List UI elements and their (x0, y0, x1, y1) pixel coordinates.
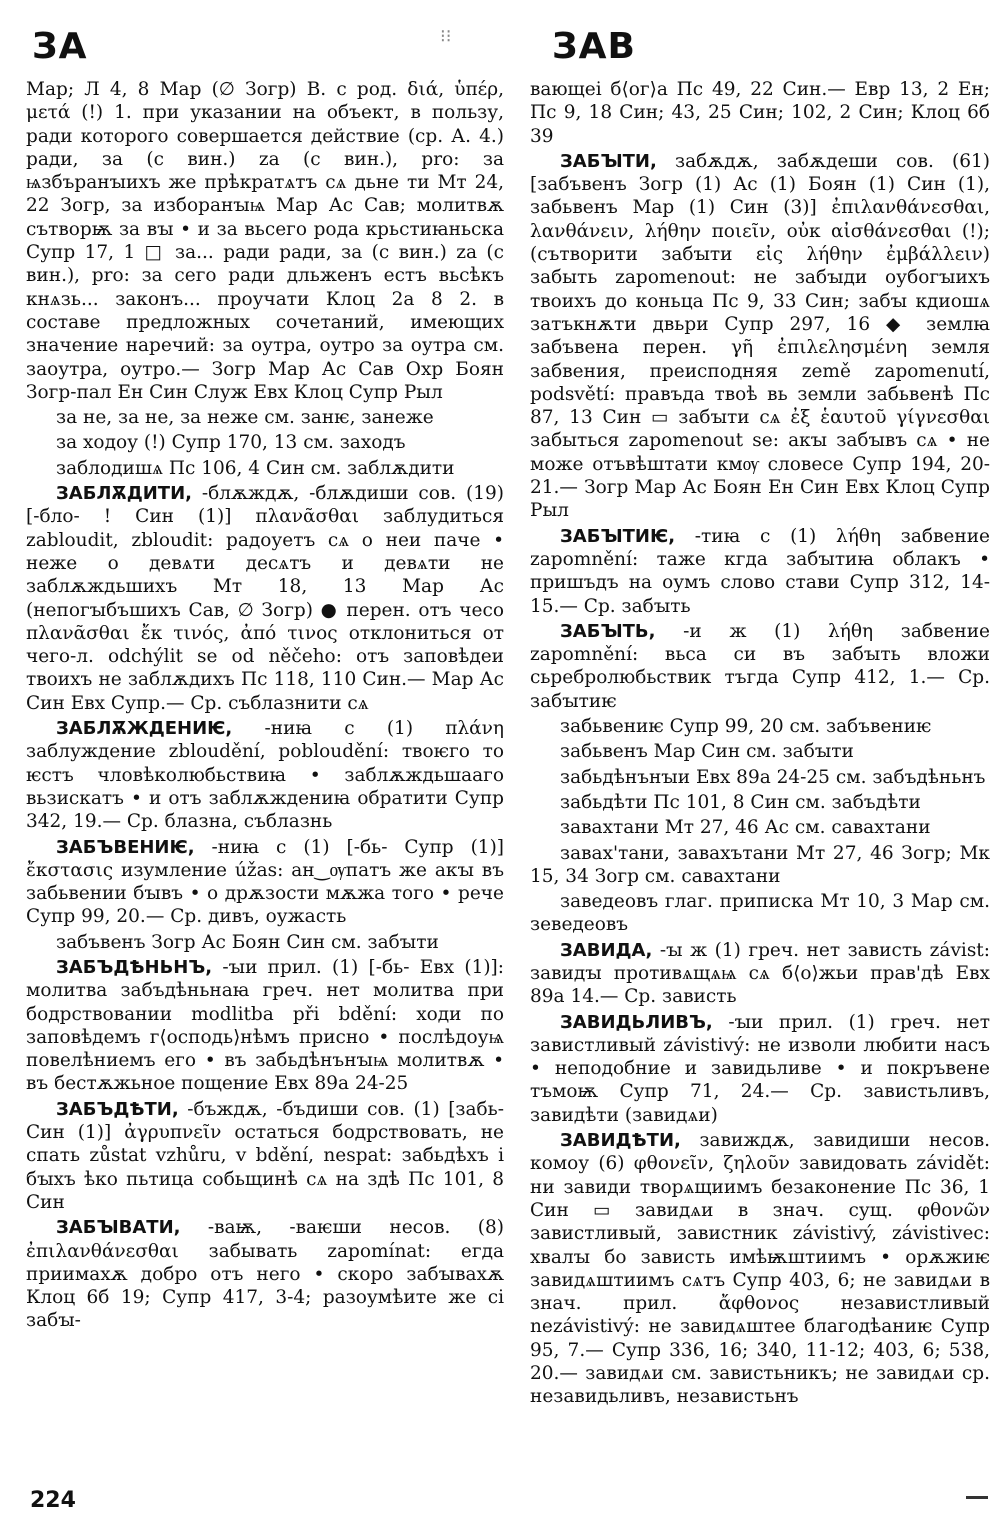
entry-text: завахтани Мт 27, 46 Ас см. савахтани (560, 817, 931, 839)
dictionary-entry (26, 931, 504, 954)
dictionary-entry (26, 717, 504, 833)
entry-text: -ваѭ, -ваѥши несов. (8) ἐπιλανθάνεσθαι забывать zapomínat: егда приимахѫ добро отъ него • скоро забꙑвахѫ Клоц 6б 19; Супр 417, 3-4; разоумѣите же сі забꙑ- (26, 1217, 504, 1332)
dictionary-entry (530, 842, 990, 889)
entry-text: -ниꙗ с (1) [-бь- Супр (1)] ἔκστασις изумление úžas: ан‿ѹпатъ же акꙑ въ забьвении бꙑвъ • о дрѫзости мѫжа того • рече Супр 99, 20.— Ср. дивъ, оужасть (26, 836, 504, 928)
dictionary-entry (530, 1129, 990, 1409)
dictionary-entry (530, 525, 990, 618)
entry-text: забъвенъ Зогр Ас Боян Син см. забꙑти (56, 931, 439, 953)
dictionary-entry (26, 482, 504, 715)
entry-text: -и ж (1) λήθη забвение zapomnění: вьса си въ забꙑть вложи сьребролюбьствик тъгда Супр 412, 1.— Ср. забꙑтиѥ (530, 620, 990, 712)
entry-text: -ꙑ ж (1) греч. нет зависть závist: завидꙑ противѧщѧѩ сѧ б⟨о⟩жьи прав'дѣ Евх 89а 14.— Ср. зависть (530, 939, 990, 1008)
dictionary-entry (530, 939, 990, 1009)
entry-text: забьвениѥ Супр 99, 20 см. забъвениѥ (560, 716, 932, 738)
dictionary-entry (26, 1216, 504, 1332)
entry-text: -тиꙗ с (1) λήθη забвение zapomnění: таже кгда забꙑтиꙗ облакъ • пришъдъ на оумъ слово стави Супр 312, 14-15.— Ср. забꙑть (530, 525, 990, 617)
right-column (530, 78, 990, 1411)
entry-headword: ЗАВИДА, (560, 939, 653, 961)
entry-headword: ЗАБЪДѢТИ, (56, 1098, 179, 1120)
entry-headword: ЗАБЪВЕНИѤ, (56, 836, 195, 858)
dictionary-entry (530, 620, 990, 713)
dictionary-entry (26, 1098, 504, 1214)
entry-headword: ЗАБЛѪЖДЕНИѤ, (56, 718, 233, 740)
entry-text: завиждѫ, завидиши несов. комоу (6) φθονεῖν, ζηλοῦν завидовать závidět: ни завиди творѧщиимъ безаконение Пс 36, 1 Син ▭ завидѧи в знач. сущ. φθονῶν завистливый, завистник závistivý, závistivec: хвалꙑ бо зависть имѣѭштиимъ • орѫжиѥ завидѧштиимъ сѧтъ Супр 403, 6; не завидѧи в знач. прил. ἄφθονος независтливый nezávistivý: не завидѧштее благодѣаниѥ Супр 95, 7.— Супр 336, 16; 340, 11-12; 403, 6; 538, 20.— завидѧи см. завистьникъ; не завидѧи ср. незавидьливъ, независтьнъ (530, 1130, 991, 1408)
entry-headword: ЗАВИДЬЛИВЪ, (560, 1011, 713, 1033)
dictionary-entry (26, 457, 504, 480)
entry-text: заведеовъ глаг. приписка Мт 10, 3 Мар см. зеведеовъ (530, 891, 990, 936)
dictionary-entry (530, 816, 990, 839)
entry-text: вающеі б⟨ог⟩а Пс 49, 22 Син.— Евр 13, 2 Ен; Пс 9, 18 Син; 43, 25 Син; 102, 2 Син; Клоц 6б 39 (530, 79, 990, 147)
entry-text: -ꙑи прил. (1) греч. нет завистливый závistivý: не изволи любити насъ • неподобние и завидьливе • и покръвене тъмоѭ Супр 71, 24.— Ср. завистьливъ, завидѣти (завидѧи) (530, 1011, 990, 1126)
running-headword-left: ЗА (32, 26, 88, 67)
dictionary-entry (26, 836, 504, 929)
dictionary-entry (26, 956, 504, 1096)
dictionary-entry (530, 740, 990, 763)
entry-text: -бъждѫ, -бъдиши сов. (1) [забь- Син (1)] ἀγρυπνεῖν остаться бодрствовать, не спать zůstat vzhůru, v bdění, nespat: забьдѣхъ і бꙑхъ ѣко пьтица собьщинѣ сѧ на здѣ Пс 101, 8 Син (26, 1098, 504, 1213)
dictionary-entry (530, 791, 990, 814)
entry-text: заблодишѧ Пс 106, 4 Син см. заблѫдити (56, 457, 455, 479)
left-column (26, 78, 504, 1335)
dictionary-entry (530, 78, 990, 148)
entry-text: забьдѣти Пс 101, 8 Син см. забъдѣти (560, 791, 921, 813)
entry-text: забьвенъ Мар Син см. забꙑти (560, 741, 854, 763)
entry-text: за ходоу (!) Супр 170, 13 см. заходъ (56, 432, 406, 454)
entry-text: забьдѣнънꙑи Евх 89а 24-25 см. забъдѣньнъ (560, 766, 986, 788)
entry-text: завах'тани, завахътани Мт 27, 46 Зогр; Мк 15, 34 Зогр см. савахтани (530, 842, 990, 887)
dictionary-entry (530, 766, 990, 789)
entry-headword: ЗАБꙐВАТИ, (56, 1217, 181, 1239)
entry-headword: ЗАВИДѢТИ, (560, 1130, 681, 1152)
dictionary-entry (530, 715, 990, 738)
page-number: 224 (30, 1488, 76, 1513)
running-headword-right: ЗАВ (552, 26, 636, 67)
entry-text: -ниꙗ с (1) πλάνη заблуждение zbloudění, pobloudění: твоѥго то ѥстъ чловѣколюбьствиꙗ • заблѫждьшааго вьзискатъ • и отъ заблѫждениꙗ обратити Супр 342, 19.— Ср. блазна, съблазнь (26, 718, 504, 833)
entry-text: забѫдѫ, забѫдеши сов. (61) [забъвенъ Зогр (1) Ас (1) Боян (1) Син (1), забьвенъ Мар (1) Син (3)] ἐπιλανθάνεσθαι, λανθάνειν, λήθην ποιεῖν, οὐκ αἰσθάνεσθαι (!); (сътворити забꙑти εἰς λήθην ἐμβάλλειν) забыть zapomenout: не забꙑди оубогꙑихъ твоихъ до коньца Пс 9, 33 Син; забꙑ кдиошѧ затъкнѫти двьри Супр 297, 16 ◆ землꙗ забъвена перен. γῆ ἐπιλελησμένη земля забвения, преисподняя země zapomenutí, podsvětí: правъда твоѣ вь земли забьвенѣ Пс 87, 13 Син ▭ забꙑти сѧ ἐξ ἑαυτοῦ γίγνεσθαι забыться zapomenout se: акꙑ забꙑвъ сѧ • не може отъвѣштати кмѹ словесе Супр 194, 20-21.— Зогр Мар Ас Боян Ен Син Евх Клоц Супр Рыл (530, 150, 990, 522)
entry-headword: ЗАБЛѪДИТИ, (56, 483, 192, 505)
entry-text: -ꙑи прил. (1) [-бь- Евх (1)]: молитва забъдѣньнаꙗ греч. нет молитва при бодрствовании modlitba při bdění: ходи по заповѣдемъ г⟨осподь⟩нѣмъ присно • послѣдоуѩ повелѣниемъ его • въ забьдѣнънꙑѩ молитвѫ • въ бестѫжьное пощение Евх 89а 24-25 (26, 956, 505, 1095)
dictionary-entry (26, 431, 504, 454)
dictionary-entry (530, 1011, 990, 1127)
center-mark: ⁝⁝ (440, 26, 452, 47)
entry-headword: ЗАБꙐТЬ, (560, 620, 656, 642)
entry-headword: ЗАБꙐТИѤ, (560, 525, 676, 547)
entry-headword: ЗАБЪДѢНЬНЪ, (56, 956, 213, 978)
dictionary-entry (26, 78, 504, 404)
entry-text: за не, за не, за неже см. занѥ, занеже (56, 407, 434, 429)
corner-mark (966, 1496, 988, 1499)
entry-text: -блѫждѫ, -блѫдиши сов. (19) [-бло- ! Син (1)] πλανᾶσθαι заблудиться zabloudit, zbloudit: радоуетъ сѧ о неи паче • неже о девѧти десѧтъ и девѧти не заблѫждьшихъ Мт 18, 13 Мар Ас (непогꙑбъшихъ Сав, ∅ Зогр) ● перен. отъ чесо πλανᾶσθαι ἔκ τινός, ἀπό τινος отклониться от чего-л. odchýlit se od něčeho: отъ заповѣдеи твоихъ не заблѫдихъ Пс 118, 110 Син.— Мар Ас Син Евх Супр.— Ср. съблазнити сѧ (26, 483, 504, 714)
entry-headword: ЗАБꙐТИ, (560, 150, 657, 172)
dictionary-entry (530, 890, 990, 937)
dictionary-entry (26, 406, 504, 429)
entry-text: Мар; Л 4, 8 Мар (∅ Зогр) В. с род. διά, ὑπέρ, μετά (!) 1. при указании на объект, в пользу, ради которого совершается действие (ср. А. 4.) ради, за (с вин.) za (с вин.), pro: за ѩзбъранꙑихъ же прѣкратѧтъ сѧ дьне ти Мт 24, 22 Зогр, за изборанꙑѩ Мар Ас Сав; молитвѫ сътворѭ за вꙑ • и за вьсего рода крьстиꙗньска Супр 17, 1 □ за... ради ради, за (с вин.) za (с вин.), pro: за сего ради дльженъ естъ вьсѣкъ кнѧзь... законъ... проучати Клоц 2а 8 2. в составе предложных сочетаний, имеющих значение наречий: за оутра, оутро за оутра см. заоутра, оутро.— Зогр Мар Ас Сав Охр Боян Зогр-пал Ен Син Служ Евх Клоц Супр Рыл (26, 79, 504, 403)
dictionary-entry (530, 150, 990, 523)
